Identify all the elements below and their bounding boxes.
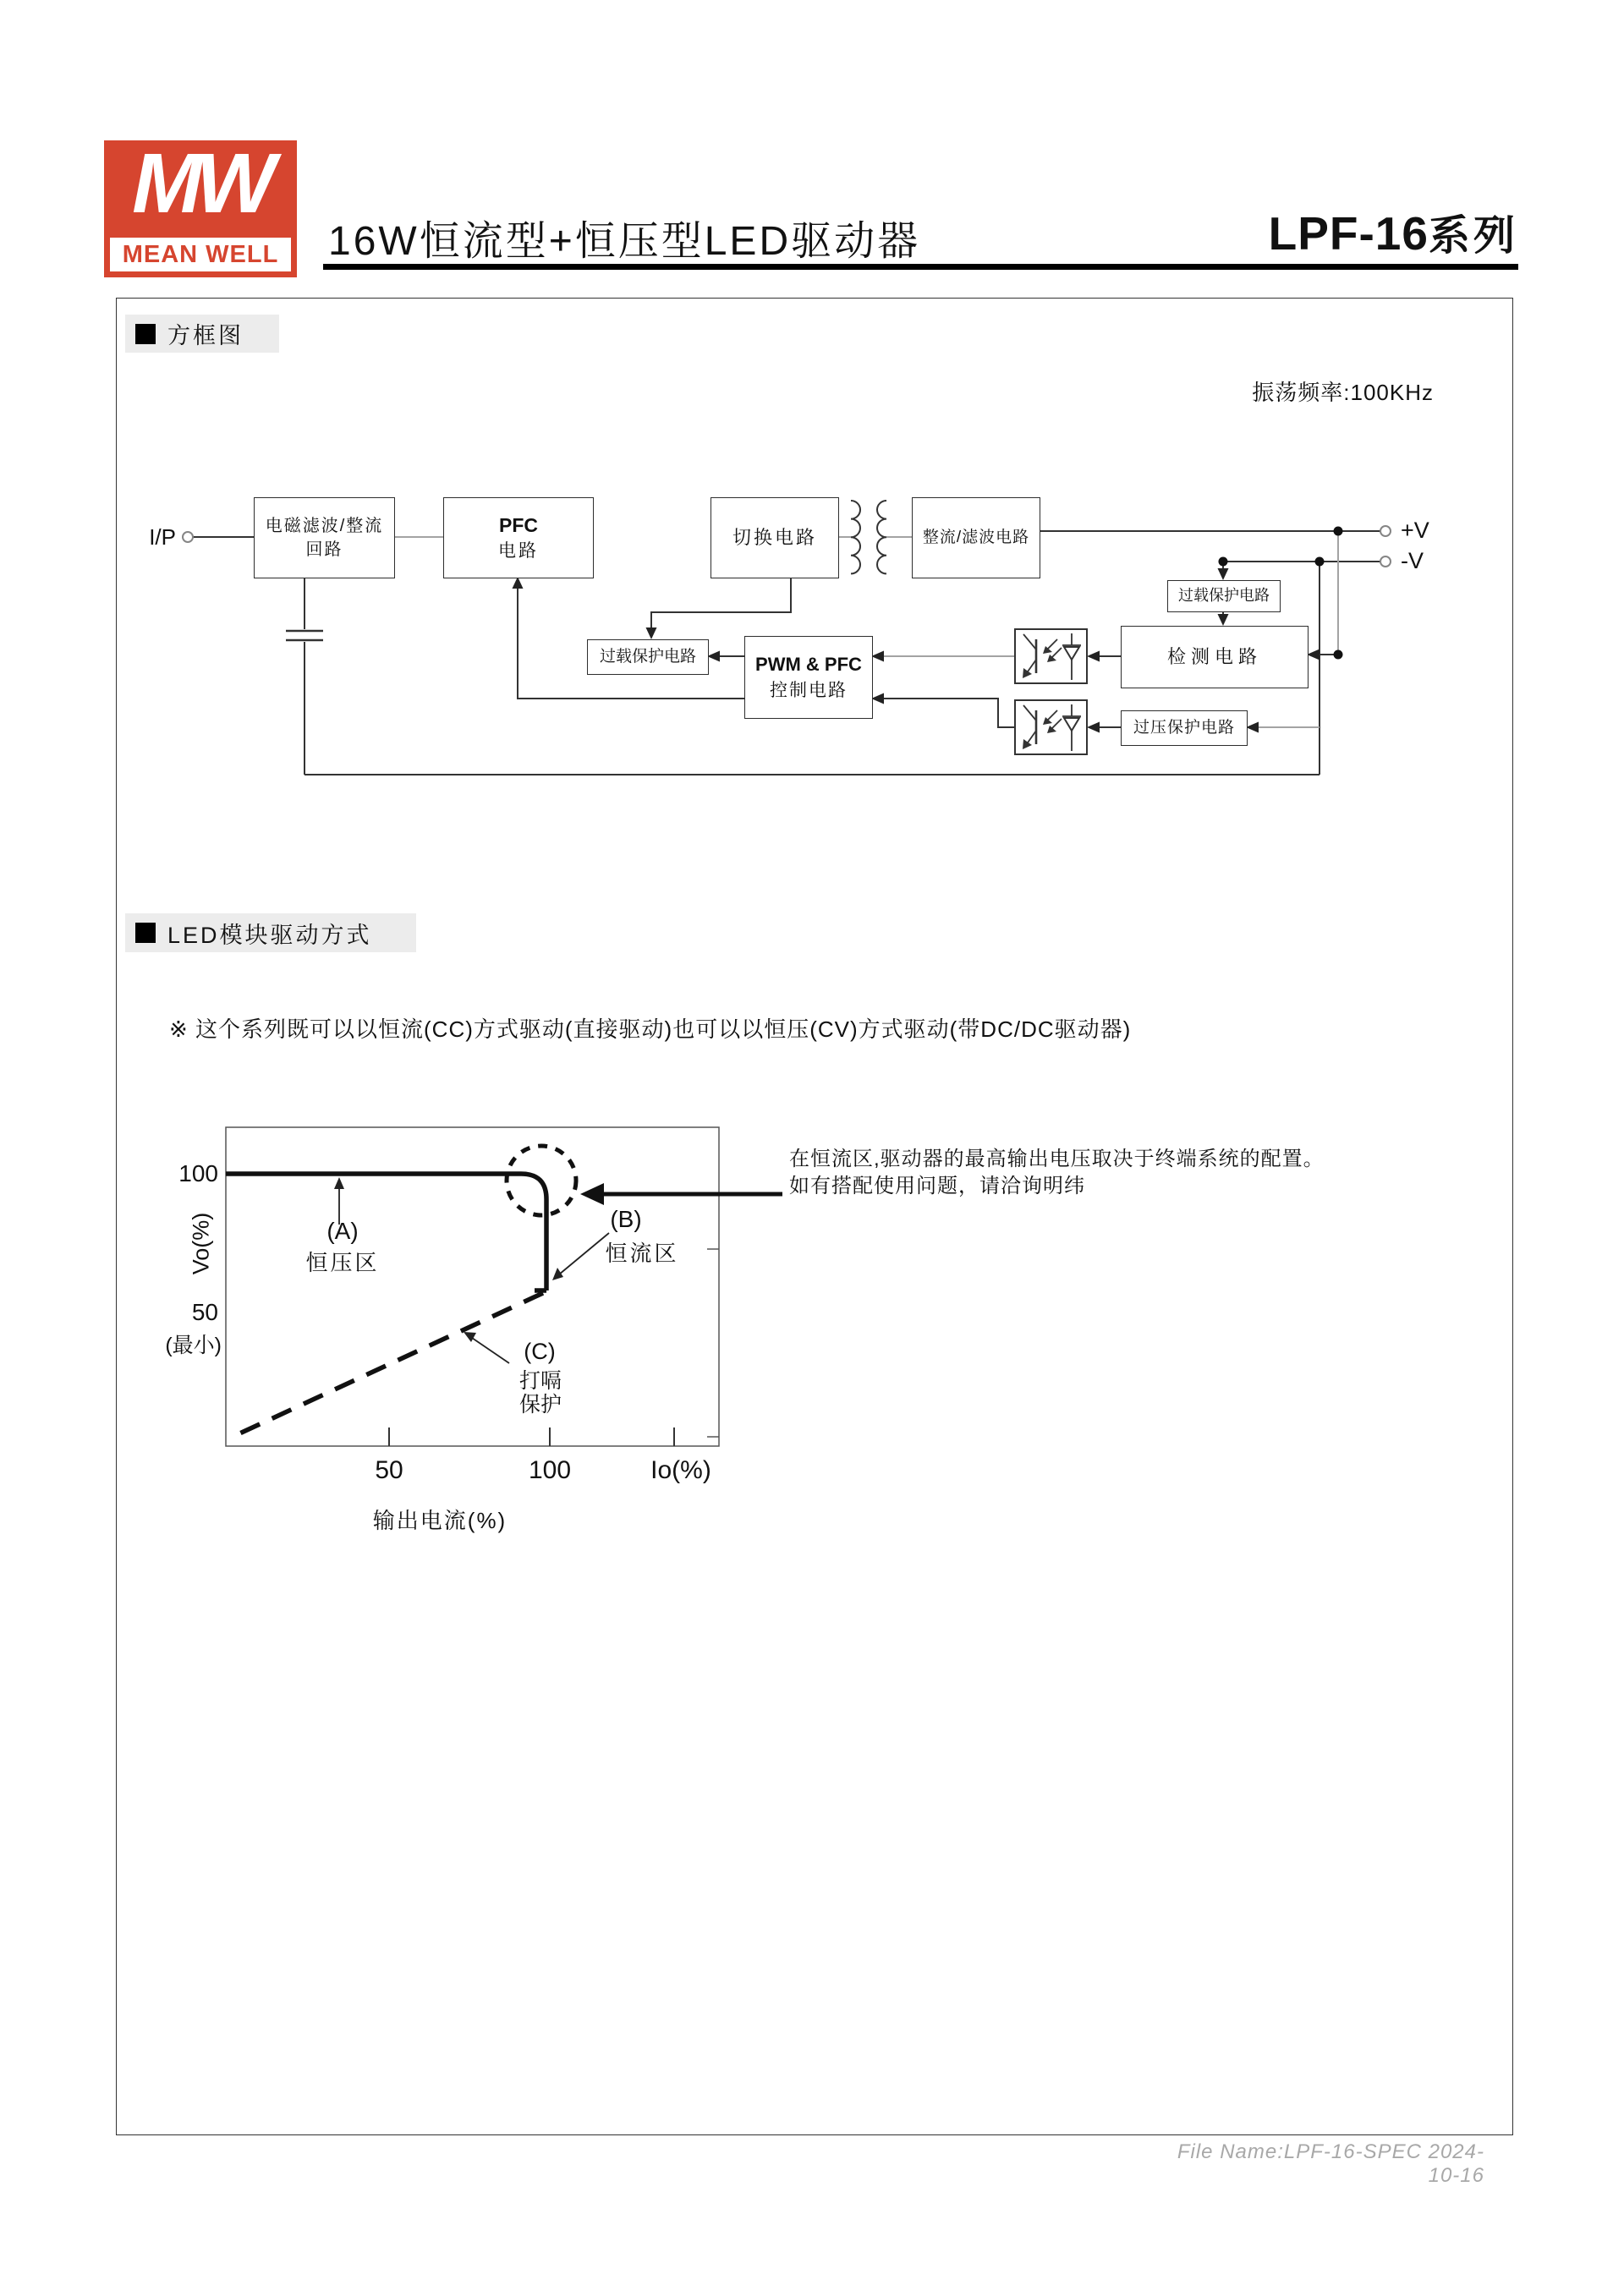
series-suffix: 系列 [1428,213,1518,259]
block-pfc-line1: PFC [499,514,538,537]
region-c-line2: 保护 [518,1393,562,1417]
vminus-label: -V [1401,548,1424,573]
input-terminal-label: I/P [149,524,176,550]
section-square-icon [135,923,156,943]
x-axis-symbol: Io(%) [650,1456,711,1484]
hiccup-curve [234,1293,543,1436]
file-name-footer: File Name:LPF-16-SPEC 2024-10-16 [1177,2140,1484,2187]
chart-plot [226,1127,782,1446]
block-pfc [443,497,594,578]
region-a-label: 恒压区 [305,1250,380,1275]
region-b-label: 恒流区 [605,1241,679,1266]
section-led-drive-label: LED模块驱动方式 [167,922,372,948]
block-switching: 切换电路 [710,497,839,578]
input-terminal-icon [183,532,193,542]
block-pwm-pfc-control [744,636,873,719]
xtick-100: 100 [528,1456,572,1484]
y-axis-label: Vo(%) [188,1212,214,1275]
xtick-50: 50 [375,1456,403,1484]
region-c-tag: (C) [524,1339,556,1364]
cc-note-line2: 如有搭配使用问题，请洽询明纬 [789,1175,1085,1197]
block-overload-protection-right: 过载保护电路 [1167,580,1281,612]
x-axis-title: 输出电流(%) [372,1508,508,1533]
transformer-icon [851,501,860,573]
optocoupler-icon [1015,700,1087,754]
page-title: 16W恒流型+恒压型LED驱动器 [328,219,921,264]
vminus-terminal-icon [1380,556,1391,567]
logo-brand-text: MEAN WELL [122,240,279,268]
ytick-min: (最小) [165,1334,222,1357]
block-emi-filter [254,497,395,578]
region-a-tag: (A) [326,1218,359,1244]
block-pfc-line2: 电路 [498,541,539,562]
block-emi-line1: 电磁滤波/整流 [265,517,384,535]
optocoupler-icon [1015,629,1087,683]
ytick-100: 100 [178,1160,218,1186]
region-b-tag: (B) [610,1206,642,1232]
block-overload-protection-left: 过载保护电路 [587,639,709,675]
series-code: LPF-16 [1268,207,1429,260]
vplus-terminal-icon [1380,526,1391,536]
section-led-drive [125,913,416,952]
callout-arrow-icon [580,1183,604,1205]
vplus-label: +V [1401,518,1429,543]
drive-mode-note: ※ 这个系列既可以以恒流(CC)方式驱动(直接驱动)也可以以恒压(CV)方式驱动(带DC/DC驱动器) [169,1016,1132,1042]
block-rectifier-filter: 整流/滤波电路 [912,497,1040,578]
section-block-diagram-label: 方框图 [167,323,244,348]
block-emi-line2: 回路 [305,540,343,559]
block-overvoltage-protection: 过压保护电路 [1121,710,1248,746]
oscillator-frequency: 振荡频率:100KHz [1252,380,1434,405]
cc-note-line1: 在恒流区,驱动器的最高输出电压取决于终端系统的配置。 [789,1148,1325,1170]
block-pwm-line2: 控制电路 [770,680,848,700]
logo-monogram: MW [132,136,269,231]
block-detection: 检测电路 [1121,626,1309,688]
block-pwm-line1: PWM & PFC [755,653,862,675]
region-c-line1: 打嗝 [518,1369,562,1393]
ytick-50: 50 [191,1299,218,1325]
